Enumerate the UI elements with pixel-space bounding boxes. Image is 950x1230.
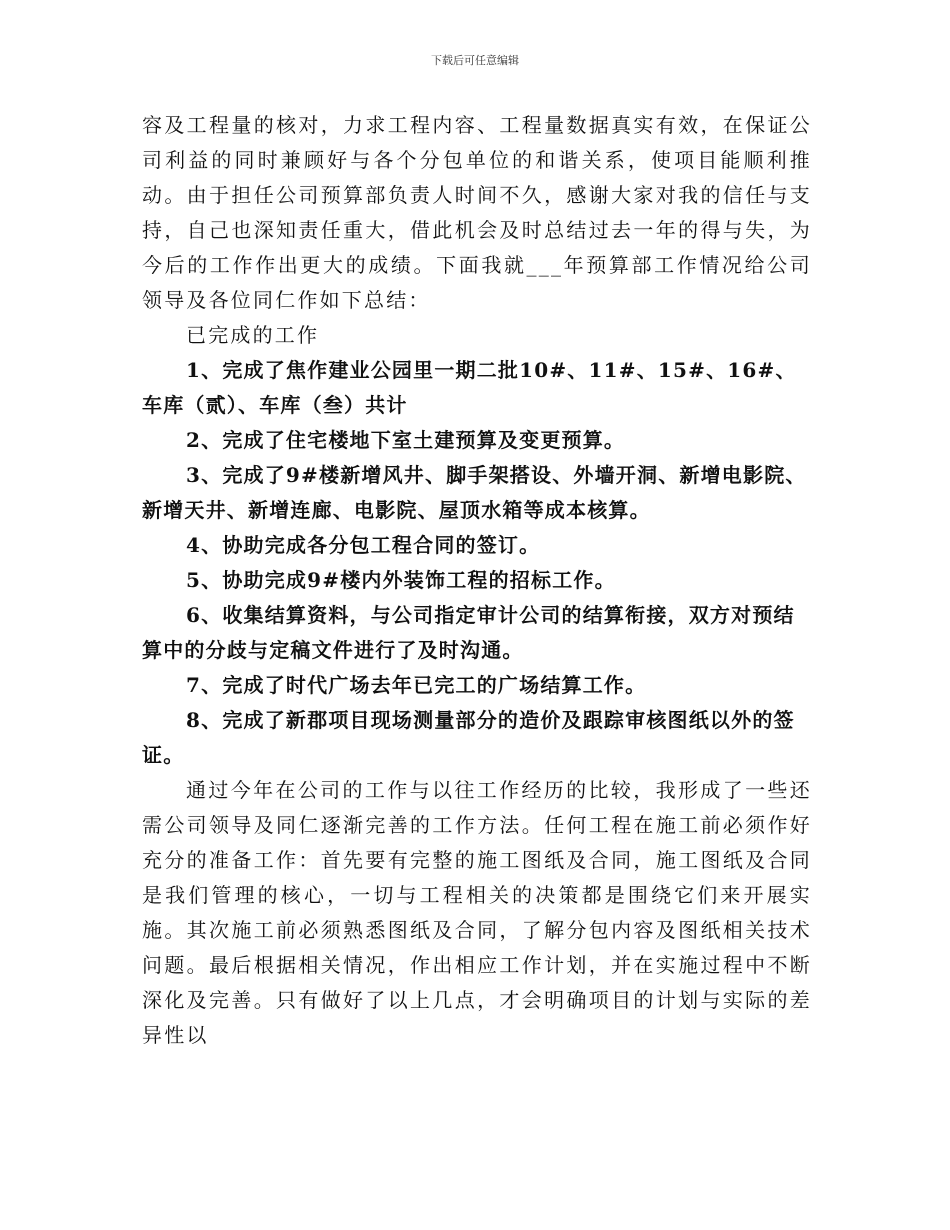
list-item: 4、协助完成各分包工程合同的签订。 xyxy=(186,533,541,557)
list-item: 5、协助完成9#楼内外装饰工程的招标工作。 xyxy=(186,568,616,592)
list-item: 7、完成了时代广场去年已完工的广场结算工作。 xyxy=(186,673,647,697)
list-item: 3、完成了9#楼新增风井、脚手架搭设、外墙开洞、新增电影院、新增天井、新增连廊、电影院、屋顶水箱等成本核算。 xyxy=(142,463,807,522)
document-body xyxy=(142,108,812,1053)
list-item: 6、收集结算资料，与公司指定审计公司的结算衔接，双方对预结算中的分歧与定稿文件进行了及时沟通。 xyxy=(142,603,795,662)
list-item: 1、完成了焦作建业公园里一期二批10#、11#、15#、16#、车库（贰）、车库（叁）共计 xyxy=(142,358,797,417)
list-item: 2、完成了住宅楼地下室土建预算及变更预算。 xyxy=(186,428,626,452)
page-header: 下载后可任意编辑 xyxy=(431,54,519,67)
section-heading: 已完成的工作 xyxy=(186,323,320,347)
intro-paragraph: 容及工程量的核对，力求工程内容、工程量数据真实有效，在保证公司利益的同时兼顾好与各个分包单位的和谐关系，使项目能顺利推动。由于担任公司预算部负责人时间不久，感谢大家对我的信任与支持，自己也深知责任重大，借此机会及时总结过去一年的得与失，为今后的工作作出更大的成绩。下面我就___年预算部工作情况给公司领导及各位同仁作如下总结： xyxy=(142,113,812,312)
list-item: 8、完成了新郡项目现场测量部分的造价及跟踪审核图纸以外的签证。 xyxy=(142,708,795,767)
closing-paragraph: 通过今年在公司的工作与以往工作经历的比较，我形成了一些还需公司领导及同仁逐渐完善的工作方法。任何工程在施工前必须作好充分的准备工作：首先要有完整的施工图纸及合同，施工图纸及合同是我们管理的核心，一切与工程相关的决策都是围绕它们来开展实施。其次施工前必须熟悉图纸及合同，了解分包内容及图纸相关技术问题。最后根据相关情况，作出相应工作计划，并在实施过程中不断深化及完善。只有做好了以上几点，才会明确项目的计划与实际的差异性以 xyxy=(142,778,812,1047)
